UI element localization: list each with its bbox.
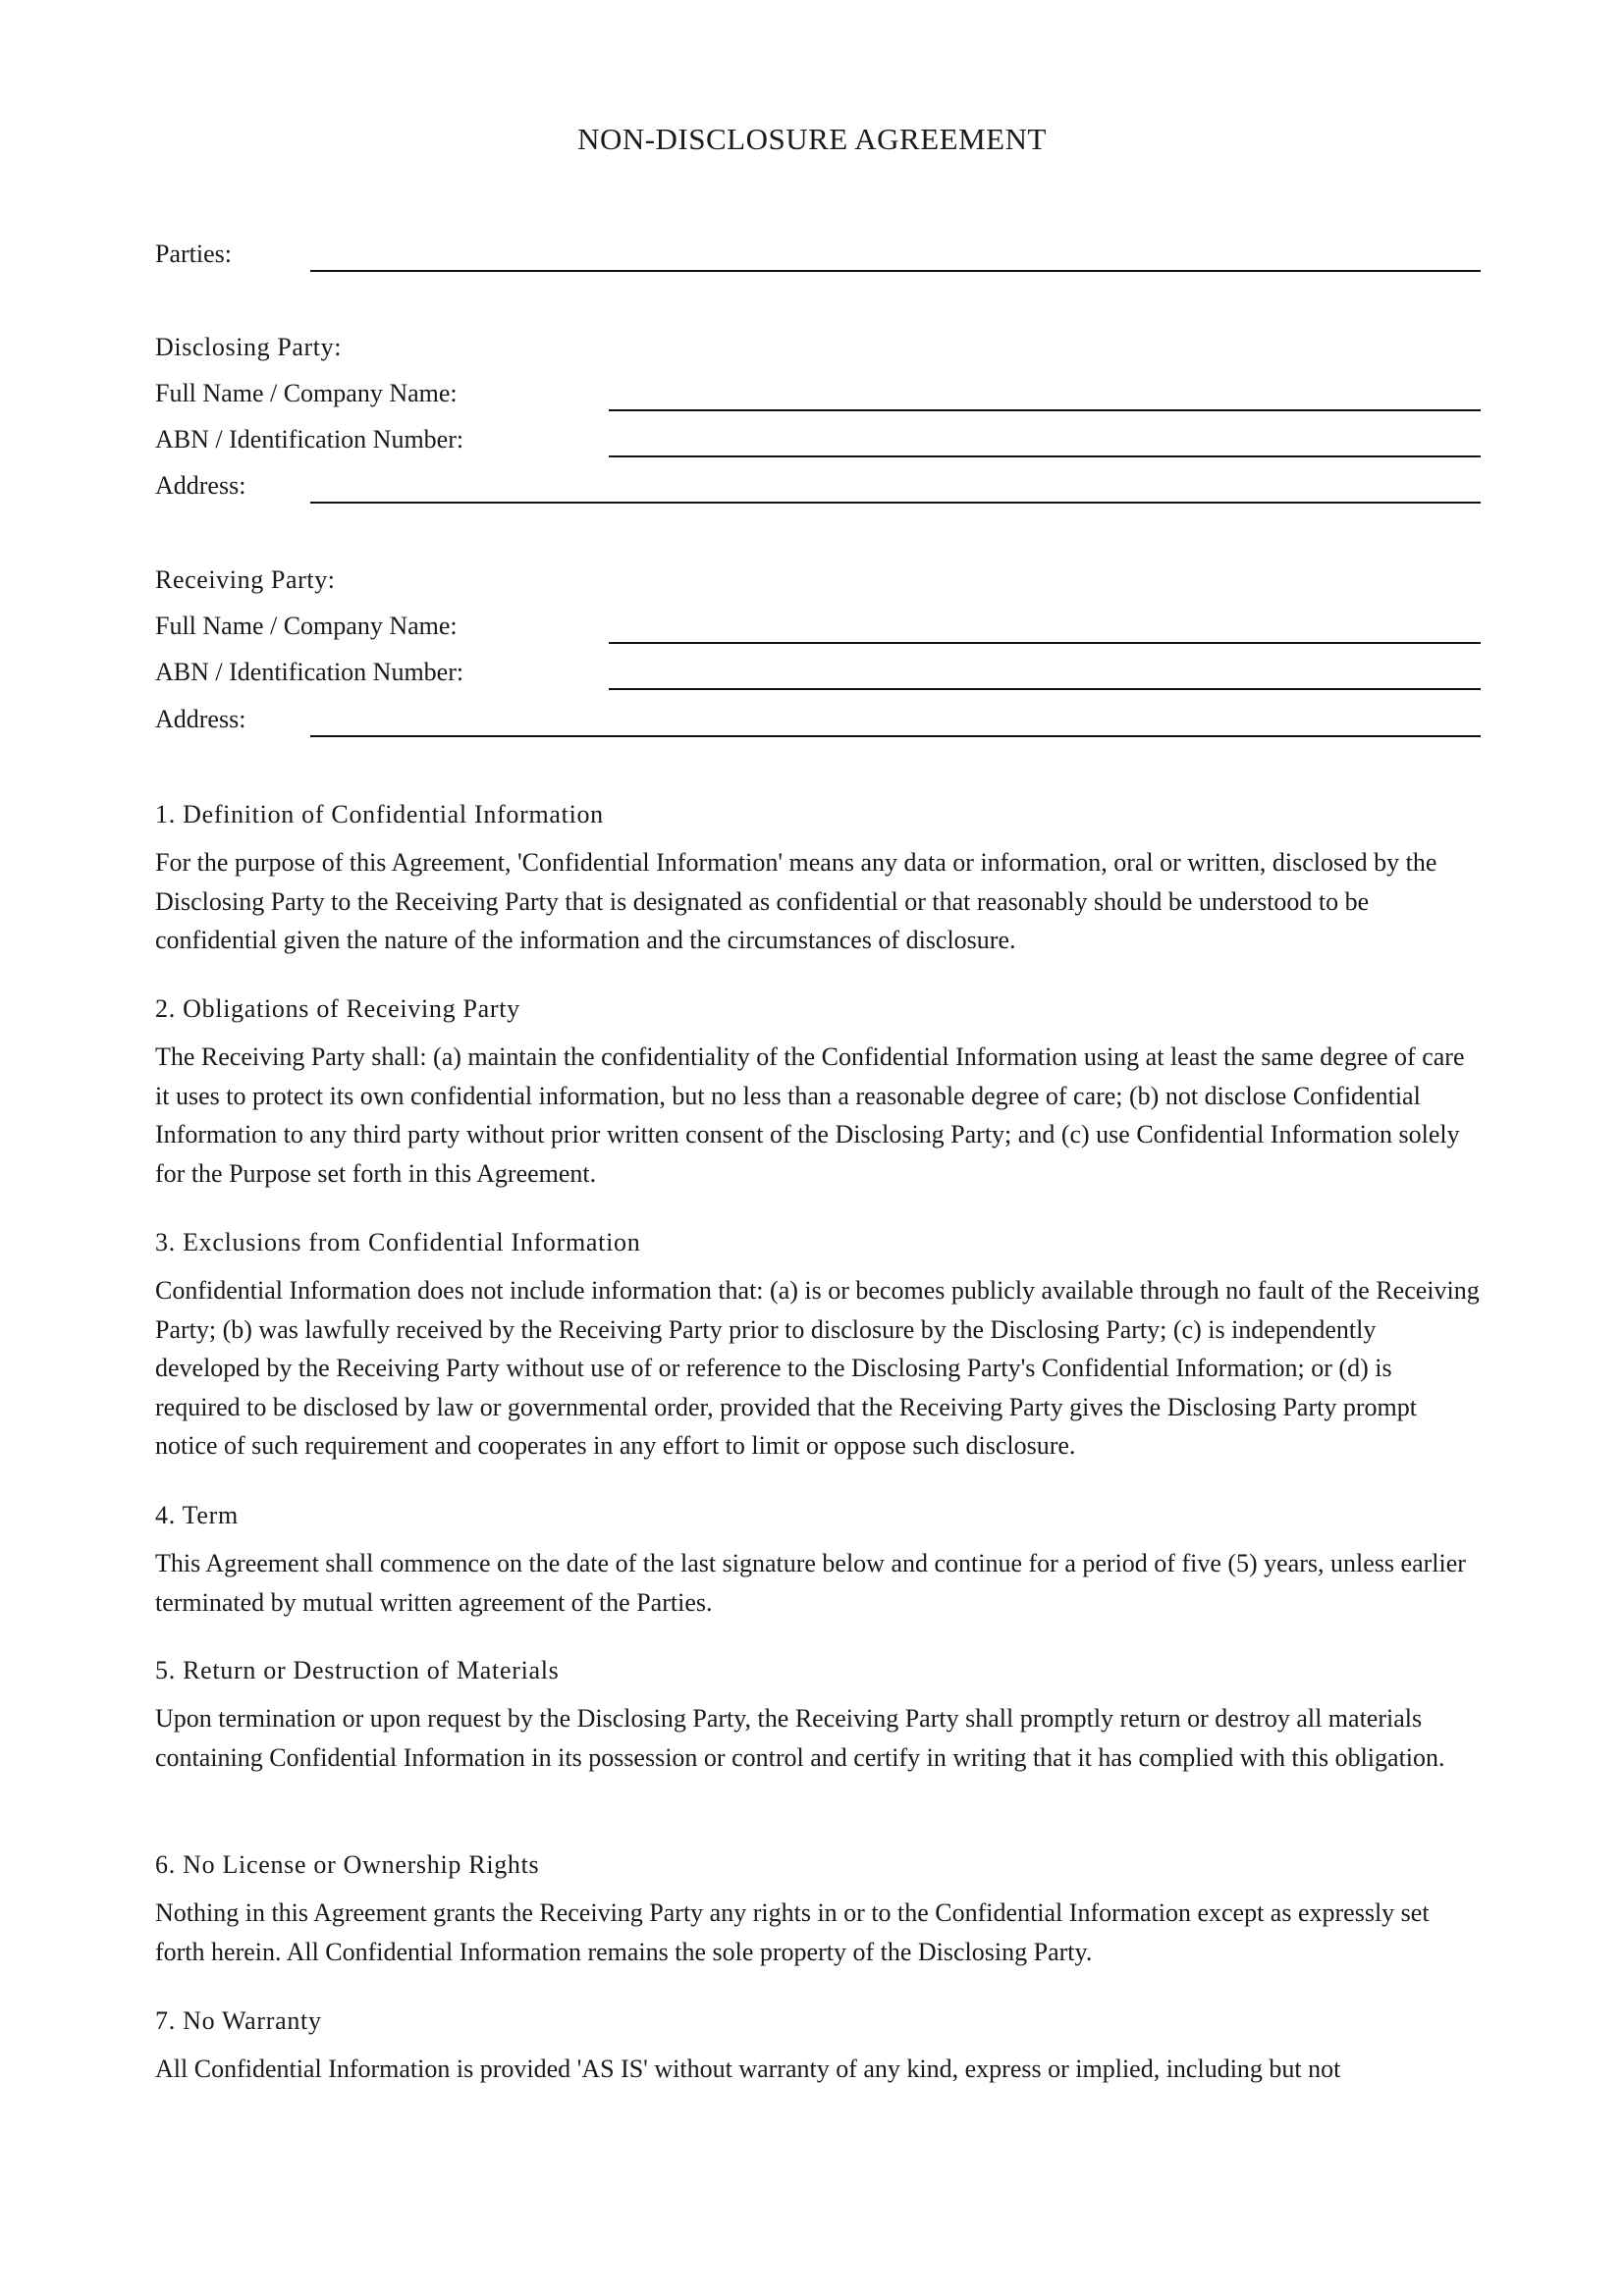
section-body: Upon termination or upon request by the Disclosing Party, the Receiving Party shall promptly return or destroy all materials containing Confidential Information in its possession or control and certify in writing that it has complied with this obligation. <box>155 1704 1445 1772</box>
receiving-name-field-line[interactable] <box>609 642 1481 644</box>
section-no-license <box>155 1848 1481 1971</box>
disclosing-address-label: Address: <box>155 471 246 500</box>
disclosing-abn-label: ABN / Identification Number: <box>155 425 464 454</box>
receiving-abn-field-line[interactable] <box>609 688 1481 690</box>
disclosing-abn-field-line[interactable] <box>609 455 1481 457</box>
disclosing-party-heading: Disclosing Party: <box>155 333 343 361</box>
parties-field-line[interactable] <box>310 270 1481 272</box>
section-heading: 7. No Warranty <box>155 2006 322 2035</box>
section-definition <box>155 798 1481 960</box>
receiving-name-label: Full Name / Company Name: <box>155 612 458 640</box>
section-obligations <box>155 992 1481 1193</box>
section-body: All Confidential Information is provided 'AS IS' without warranty of any kind, express or implied, including but not <box>155 2055 1341 2083</box>
section-heading: 5. Return or Destruction of Materials <box>155 1656 560 1684</box>
section-body: Confidential Information does not include information that: (a) is or becomes publicly available through no fault of the Receiving Party; (b) was lawfully received by the Receiving Party prior to disclosure by the Disclosing Party; (c) is independently developed by the Receiving Party without use of or reference to the Disclosing Party's Confidential Information; or (d) is required to be disclosed by law or governmental order, provided that the Receiving Party gives the Disclosing Party prompt notice of such requirement and cooperates in any effort to limit or oppose such disclosure. <box>155 1276 1480 1460</box>
document-title: NON-DISCLOSURE AGREEMENT <box>577 122 1047 156</box>
disclosing-name-label: Full Name / Company Name: <box>155 379 458 407</box>
section-heading: 6. No License or Ownership Rights <box>155 1850 540 1879</box>
section-heading: 4. Term <box>155 1501 239 1529</box>
section-body: Nothing in this Agreement grants the Receiving Party any rights in or to the Confidential Information except as expressly set forth herein. All Confidential Information remains the sole property of the Disclosing Party. <box>155 1898 1430 1966</box>
section-term <box>155 1499 1481 1622</box>
section-no-warranty <box>155 2004 1481 2089</box>
section-exclusions <box>155 1226 1481 1466</box>
parties-label: Parties: <box>155 240 232 268</box>
section-body: This Agreement shall commence on the date of the last signature below and continue for a period of five (5) years, unless earlier terminated by mutual written agreement of the Parties. <box>155 1549 1466 1617</box>
section-heading: 2. Obligations of Receiving Party <box>155 994 520 1023</box>
disclosing-address-field-line[interactable] <box>310 502 1481 504</box>
receiving-address-label: Address: <box>155 705 246 733</box>
disclosing-name-field-line[interactable] <box>609 409 1481 411</box>
section-heading: 3. Exclusions from Confidential Information <box>155 1228 641 1256</box>
receiving-address-field-line[interactable] <box>310 735 1481 737</box>
section-body: For the purpose of this Agreement, 'Confidential Information' means any data or information, oral or written, disclosed by the Disclosing Party to the Receiving Party that is designated as confidential or that reasonably should be understood to be confidential given the nature of the information and the circumstances of disclosure. <box>155 848 1437 954</box>
receiving-abn-label: ABN / Identification Number: <box>155 658 464 686</box>
section-body: The Receiving Party shall: (a) maintain the confidentiality of the Confidential Information using at least the same degree of care it uses to protect its own confidential information, but no less than a reasonable degree of care; (b) not disclose Confidential Information to any third party without prior written consent of the Disclosing Party; and (c) use Confidential Information solely for the Purpose set forth in this Agreement. <box>155 1042 1465 1188</box>
receiving-party-heading: Receiving Party: <box>155 565 336 594</box>
section-return-materials <box>155 1654 1481 1777</box>
section-heading: 1. Definition of Confidential Information <box>155 800 604 828</box>
